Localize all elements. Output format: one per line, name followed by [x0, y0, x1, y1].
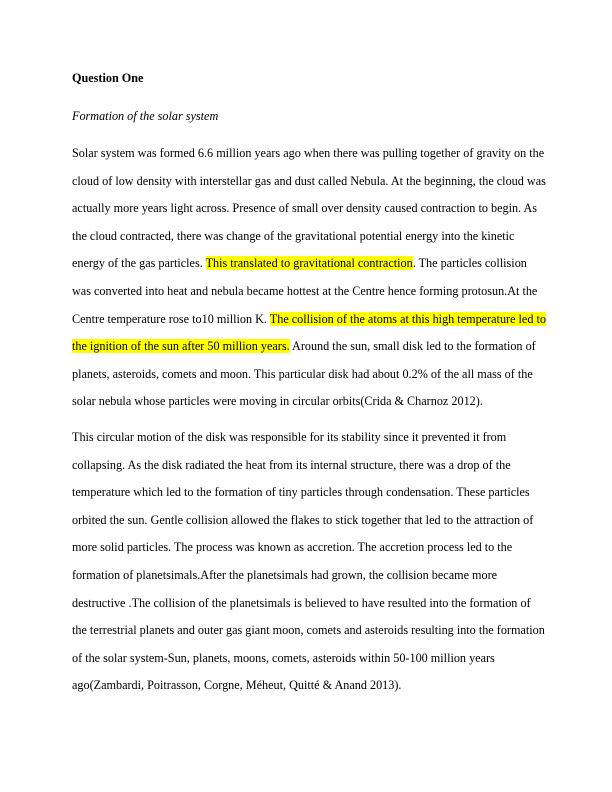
text-line: temperature which led to the formation of tiny particles through condensation. These particles	[72, 485, 530, 500]
text-line: of the solar system-Sun, planets, moons, comets, asteroids within 50-100 million years	[72, 650, 495, 665]
text-line: actually more years light across. Presence of small over density caused contraction to begin. As	[72, 201, 538, 216]
highlighted-text: The collision of the atoms at this high temperature led to	[269, 311, 546, 326]
text-line: formation of planetsimals.After the planetsimals had grown, the collision became more	[72, 567, 498, 582]
text-line: orbited the sun. Gentle collision allowed the flakes to stick together that led to the attraction of	[72, 512, 534, 527]
text-line: collapsing. As the disk radiated the heat from its internal structure, there was a drop of the	[72, 457, 511, 472]
text-line: planets, asteroids, comets and moon. This particular disk had about 0.2% of the all mass of the	[72, 366, 533, 381]
document-body	[72, 68, 546, 700]
paragraph-formation	[72, 140, 546, 416]
question-heading: Question One	[72, 71, 144, 85]
section-subheading: Formation of the solar system	[72, 109, 219, 123]
text-line: Centre temperature rose to10 million K. The collision of the atoms at this high temperature led to	[72, 311, 546, 326]
text-line: the cloud contracted, there was change of the gravitational potential energy into the kinetic	[72, 228, 515, 243]
text-line: was converted into heat and nebula became hottest at the Centre hence forming protosun.At the	[72, 283, 538, 298]
highlighted-text: This translated to gravitational contraction	[205, 256, 413, 271]
text-line: cloud of low density with interstellar gas and dust called Nebula. At the beginning, the cloud was	[72, 173, 546, 188]
text-line: Solar system was formed 6.6 million years ago when there was pulling together of gravity on the	[72, 146, 545, 160]
paragraph-accretion	[72, 424, 545, 700]
text-line: more solid particles. The process was known as accretion. The accretion process led to the	[72, 540, 513, 555]
text-line: energy of the gas particles. This translated to gravitational contraction. The particles collision	[72, 256, 527, 271]
text-line: solar nebula whose particles were moving in circular orbits(Crida & Charnoz 2012).	[72, 394, 483, 409]
text-line: destructive .The collision of the planetsimals is believed to have resulted into the formation of	[72, 595, 531, 610]
text-line: This circular motion of the disk was responsible for its stability since it prevented it from	[72, 429, 507, 444]
text-line: the terrestrial planets and outer gas giant moon, comets and asteroids resulting into the formation	[72, 623, 545, 638]
text-line: ago(Zambardi, Poitrasson, Corgne, Méheut, Quitté & Anand 2013).	[72, 678, 402, 693]
text-line: the ignition of the sun after 50 million years. Around the sun, small disk led to the formation of	[72, 339, 536, 354]
highlighted-text: the ignition of the sun after 50 million years.	[72, 339, 290, 354]
